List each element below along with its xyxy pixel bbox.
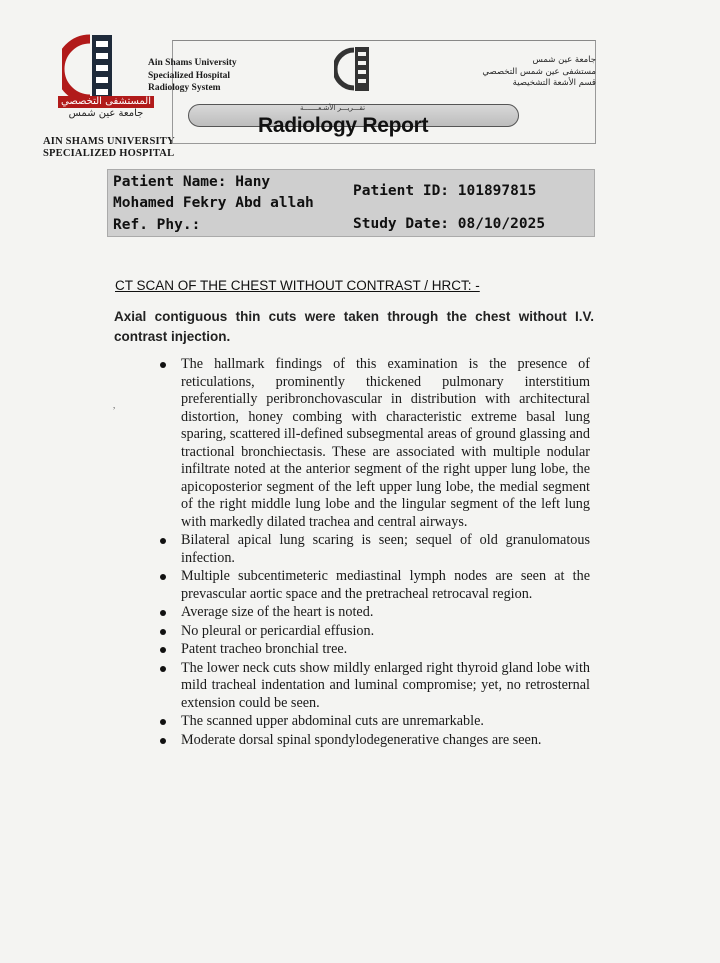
report-title: Radiology Report: [258, 114, 429, 137]
ref-physician: Ref. Phy.:: [113, 217, 201, 233]
arabic-department-block: جامعة عين شمس مستشفى عين شمس التخصصي قسم الأشعة التشخيصية: [482, 55, 596, 88]
list-item: The hallmark findings of this examination is the presence of reticulations, prominently thickened pulmonary interstitium preferentially peribronchovascular in distribution with architectural distortion, honey combing with characteristic extreme basal lung sparing, scattered ill-defined subsegmental areas of ground glassing and tractional bronchiectasis. These are associated with multiple nodular infiltrate noted at the anterior segment of the right upper lung lobe, the apicoposterior segment of the left upper lung lobe, the medial segment of the right middle lung lobe and the lingular segment of the left lung with markedly dilated trachea and central airways.: [160, 356, 590, 531]
technique-paragraph: Axial contiguous thin cuts were taken through the chest without I.V. contrast injection.: [114, 309, 594, 344]
bullet-icon: [160, 574, 166, 580]
bullet-icon: [160, 629, 166, 635]
patient-id: Patient ID: 101897815: [353, 183, 537, 199]
list-item: The lower neck cuts show mildly enlarged right thyroid gland lobe with mild tracheal indentation and luminal compromise; yet, no retrosternal extension could be seen.: [160, 660, 590, 713]
bullet-icon: [160, 666, 166, 672]
bullet-icon: [160, 738, 166, 744]
patient-name-line2: Mohamed Fekry Abd allah: [113, 195, 314, 211]
title-arabic: تقـــريـــر الأشـعـــــــة: [300, 104, 366, 112]
section-title: CT SCAN OF THE CHEST WITHOUT CONTRAST / HRCT: -: [115, 278, 480, 293]
study-date: Study Date: 08/10/2025: [353, 216, 546, 232]
list-item: Bilateral apical lung scaring is seen; sequel of old granulomatous infection.: [160, 532, 590, 567]
hospital-english-name: AIN SHAMS UNIVERSITY SPECIALIZED HOSPITAL: [43, 136, 175, 159]
list-item: Multiple subcentimeteric mediastinal lymph nodes are seen at the prevascular aortic space and the pretracheal retrocaval region.: [160, 568, 590, 603]
list-item: No pleural or pericardial effusion.: [160, 623, 590, 641]
university-block: Ain Shams University Specialized Hospital Radiology System: [148, 58, 237, 93]
stray-mark: ,: [113, 400, 116, 410]
bullet-icon: [160, 538, 166, 544]
list-item: Average size of the heart is noted.: [160, 604, 590, 622]
bullet-icon: [160, 719, 166, 725]
bullet-icon: [160, 647, 166, 653]
bullet-icon: [160, 362, 166, 368]
list-item: The scanned upper abdominal cuts are unremarkable.: [160, 713, 590, 731]
list-item: Moderate dorsal spinal spondylodegenerative changes are seen.: [160, 732, 590, 750]
radiology-logo: [334, 44, 378, 96]
patient-name-line1: Patient Name: Hany: [113, 174, 271, 190]
findings-list: [160, 356, 590, 749]
list-item: Patent tracheo bronchial tree.: [160, 641, 590, 659]
bullet-icon: [160, 610, 166, 616]
hospital-arabic-name: المستشفى التخصصي جامعة عين شمس: [44, 96, 168, 120]
